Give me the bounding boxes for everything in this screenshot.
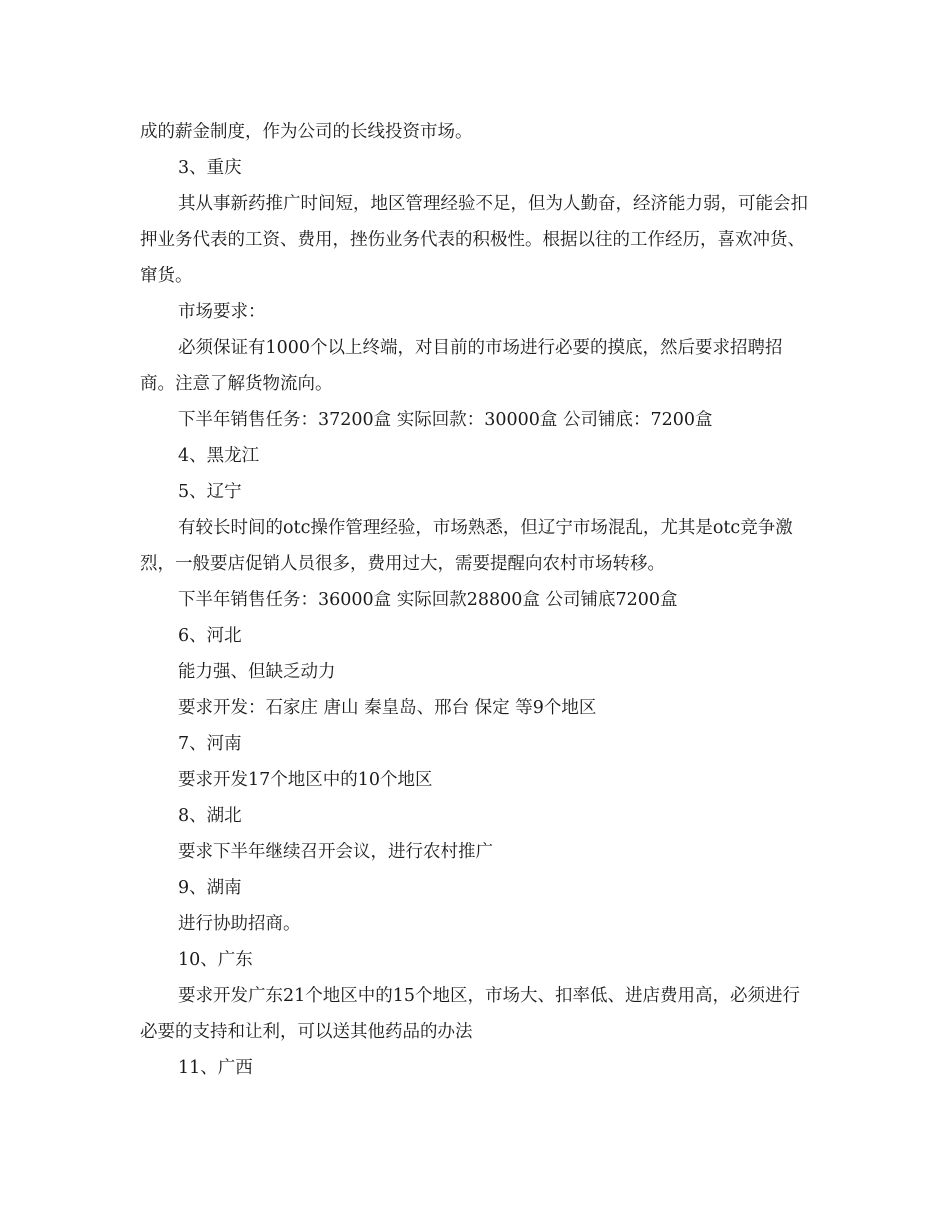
- heading-hebei: 6、河北: [178, 626, 242, 646]
- paragraph-market-requirements: 必须保证有1000个以上终端，对目前的市场进行必要的摸底，然后要求招聘招商。注意了解货物流向。: [140, 338, 783, 394]
- paragraph-chongqing-assessment: 其从事新药推广时间短，地区管理经验不足，但为人勤奋，经济能力弱，可能会扣押业务代表的工资、费用，挫伤业务代表的积极性。根据以往的工作经历，喜欢冲货、窜货。: [140, 194, 808, 286]
- paragraph-liaoning-assessment: 有较长时间的otc操作管理经验，市场熟悉，但辽宁市场混乱，尤其是otc竞争激烈，一般要店促销人员很多，费用过大，需要提醒向农村市场转移。: [140, 518, 793, 574]
- paragraph-hubei-requirements: 要求下半年继续召开会议，进行农村推广: [178, 842, 493, 862]
- heading-guangdong: 10、广东: [178, 950, 253, 970]
- paragraph-liaoning-sales-target: 下半年销售任务：36000盒 实际回款28800盒 公司铺底7200盒: [178, 590, 678, 610]
- heading-hunan: 9、湖南: [178, 878, 242, 898]
- heading-henan: 7、河南: [178, 734, 242, 754]
- heading-liaoning: 5、辽宁: [178, 482, 242, 502]
- paragraph-hunan-requirements: 进行协助招商。: [178, 914, 301, 934]
- paragraph-chongqing-sales-target: 下半年销售任务：37200盒 实际回款：30000盒 公司铺底：7200盒: [178, 410, 713, 430]
- paragraph-guangdong-requirements: 要求开发广东21个地区中的15个地区，市场大、扣率低、进店费用高，必须进行必要的支持和让利，可以送其他药品的办法: [140, 986, 801, 1042]
- heading-hubei: 8、湖北: [178, 806, 242, 826]
- heading-heilongjiang: 4、黑龙江: [178, 446, 260, 466]
- subheading-market-requirements: 市场要求：: [178, 302, 266, 322]
- paragraph-hebei-development: 要求开发：石家庄 唐山 秦皇岛、邢台 保定 等9个地区: [178, 698, 597, 718]
- heading-chongqing: 3、重庆: [178, 158, 242, 178]
- paragraph-1: 成的薪金制度，作为公司的长线投资市场。: [140, 122, 473, 142]
- paragraph-henan-development: 要求开发17个地区中的10个地区: [178, 770, 433, 790]
- document-body: [140, 114, 812, 1086]
- paragraph-hebei-assessment: 能力强、但缺乏动力: [178, 662, 336, 682]
- heading-guangxi: 11、广西: [178, 1058, 253, 1078]
